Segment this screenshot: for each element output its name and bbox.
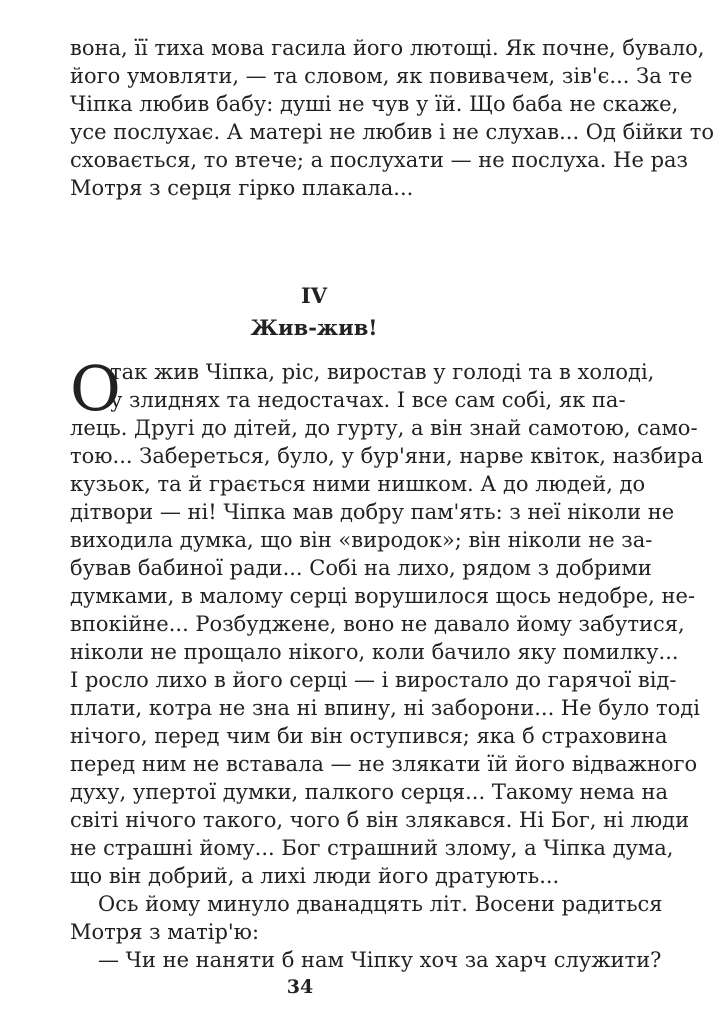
text-line: не страшні йому... Бог страшний злому, а Чіпка дума, <box>70 836 674 860</box>
text-line: ніколи не прощало нікого, коли бачило яку помилку... <box>70 640 679 664</box>
text-line: так жив Чіпка, ріс, виростав у голоді та в холоді, <box>110 360 655 384</box>
drop-cap: О <box>70 352 121 425</box>
text-line: світі нічого такого, чого б він злякався. Ні Бог, ні люди <box>70 808 690 832</box>
text-line: у злиднях та недостачах. І все сам собі, як па- <box>110 388 626 412</box>
text-line: перед ним не вставала — не злякати їй його відважного <box>70 752 698 776</box>
text-line: виходила думка, що він «виродок»; він ніколи не за- <box>70 528 653 552</box>
text-line: нічого, перед чим би він оступився; яка б страховина <box>70 724 668 748</box>
text-line: тою... Забереться, було, у бур'яни, нарве квіток, назбира <box>70 444 704 468</box>
text-line: духу, упертої думки, палкого серця... Такому нема на <box>70 780 668 804</box>
text-line: кузьок, та й грається ними нишком. А до людей, до <box>70 472 646 496</box>
page-number: 34 <box>286 976 314 998</box>
text-line: впокійне... Розбуджене, воно не давало йому забутися, <box>70 612 685 636</box>
text-line: бував бабиної ради... Собі на лихо, рядом з добрими <box>70 556 652 580</box>
text-line: дітвори — ні! Чіпка мав добру пам'ять: з неї ніколи не <box>70 500 675 524</box>
text-line: Ось йому минуло дванадцять літ. Восени радиться <box>98 892 663 916</box>
chapter-number: IV <box>300 283 328 308</box>
text-line: лець. Другі до дітей, до гурту, а він знай самотою, само- <box>70 416 698 440</box>
text-line: усе послухає. А матері не любив і не слухав... Од бійки то <box>70 120 714 144</box>
text-line: Мотря з матір'ю: <box>70 920 260 944</box>
chapter-title: Жив-жив! <box>250 315 378 340</box>
text-line: І росло лихо в його серці — і виростало до гарячої від- <box>70 668 677 692</box>
text-line: що він добрий, а лихі люди його дратують... <box>70 864 560 888</box>
text-line: плати, котра не зна ні впину, ні заборони... Не було тоді <box>70 696 700 720</box>
text-line: Чіпка любив бабу: душі не чув у їй. Що баба не скаже, <box>70 92 679 116</box>
dialogue-line: — Чи не наняти б нам Чіпку хоч за харч служити? <box>98 948 662 972</box>
text-line: вона, її тиха мова гасила його лютощі. Як почне, бувало, <box>70 36 705 60</box>
text-line: думками, в малому серці ворушилося щось недобре, не- <box>70 584 696 608</box>
text-line: його умовляти, — та словом, як повивачем, зів'є... За те <box>70 64 693 88</box>
text-line: сховається, то втече; а послухати — не послуха. Не раз <box>70 148 688 172</box>
text-line: Мотря з серця гірко плакала... <box>70 176 414 200</box>
